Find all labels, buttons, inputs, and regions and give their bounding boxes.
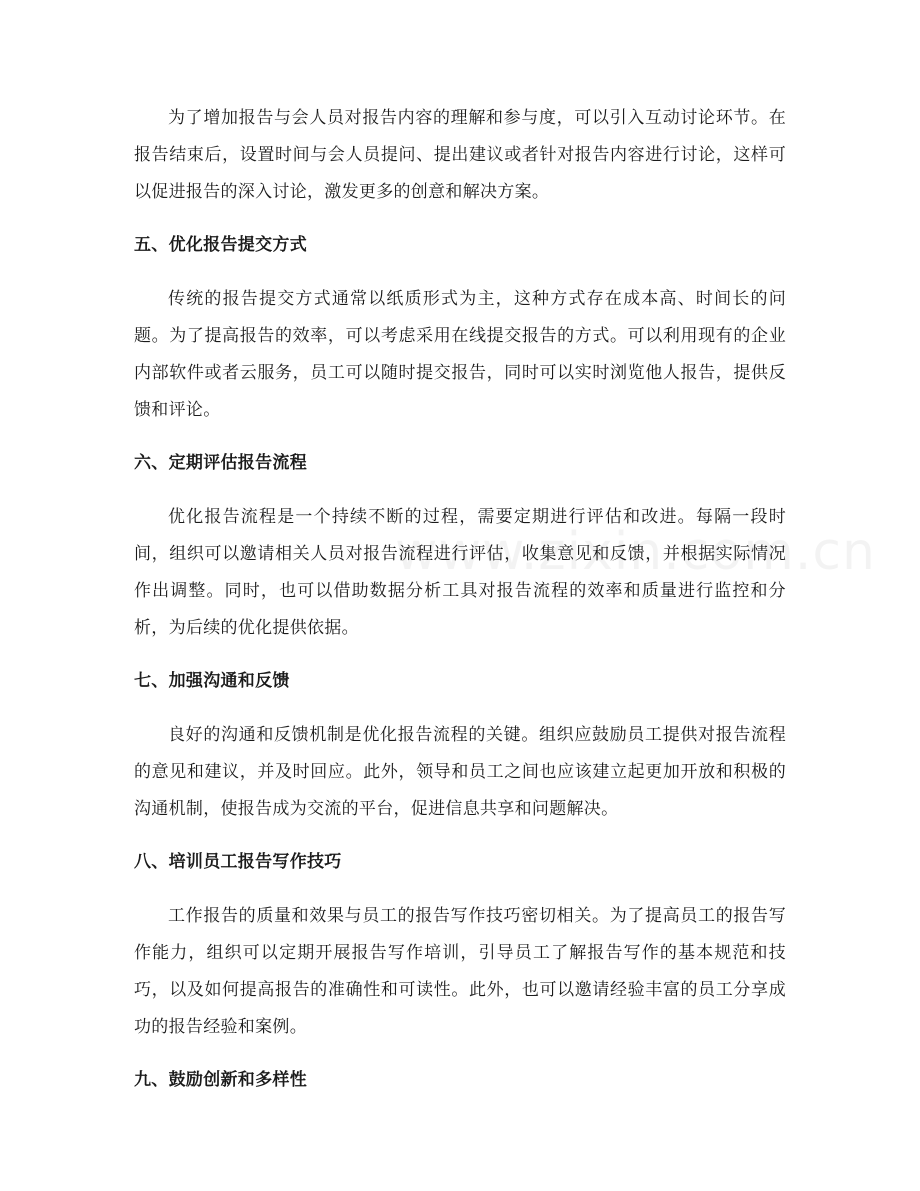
section-heading-7: 七、加强沟通和反馈 xyxy=(134,671,290,691)
section-paragraph-6: 优化报告流程是一个持续不断的过程，需要定期进行评估和改进。每隔一段时间，组织可以邀请相关人员对报告流程进行评估，收集意见和反馈，并根据实际情况作出调整。同时，也可以借助数据分析工具对报告流程的效率和质量进行监控和分析，为后续的优化提供依据。 xyxy=(134,507,786,638)
section-paragraph-5: 传统的报告提交方式通常以纸质形式为主，这种方式存在成本高、时间长的问题。为了提高报告的效率，可以考虑采用在线提交报告的方式。可以利用现有的企业内部软件或者云服务，员工可以随时提交报告，同时可以实时浏览他人报告，提供反馈和评论。 xyxy=(134,289,786,420)
section-heading-6: 六、定期评估报告流程 xyxy=(134,453,307,473)
section-paragraph-7: 良好的沟通和反馈机制是优化报告流程的关键。组织应鼓励员工提供对报告流程的意见和建议，并及时回应。此外，领导和员工之间也应该建立起更加开放和积极的沟通机制，使报告成为交流的平台，促进信息共享和问题解决。 xyxy=(134,725,786,819)
section-heading-8: 八、培训员工报告写作技巧 xyxy=(134,852,342,872)
section-paragraph-8: 工作报告的质量和效果与员工的报告写作技巧密切相关。为了提高员工的报告写作能力，组织可以定期开展报告写作培训，引导员工了解报告写作的基本规范和技巧，以及如何提高报告的准确性和可读性。此外，也可以邀请经验丰富的员工分享成功的报告经验和案例。 xyxy=(134,906,786,1037)
intro-paragraph: 为了增加报告与会人员对报告内容的理解和参与度，可以引入互动讨论环节。在报告结束后，设置时间与会人员提问、提出建议或者针对报告内容进行讨论，这样可以促进报告的深入讨论，激发更多的创意和解决方案。 xyxy=(134,108,786,202)
section-heading-9: 九、鼓励创新和多样性 xyxy=(134,1070,307,1090)
section-heading-5: 五、优化报告提交方式 xyxy=(134,235,307,255)
